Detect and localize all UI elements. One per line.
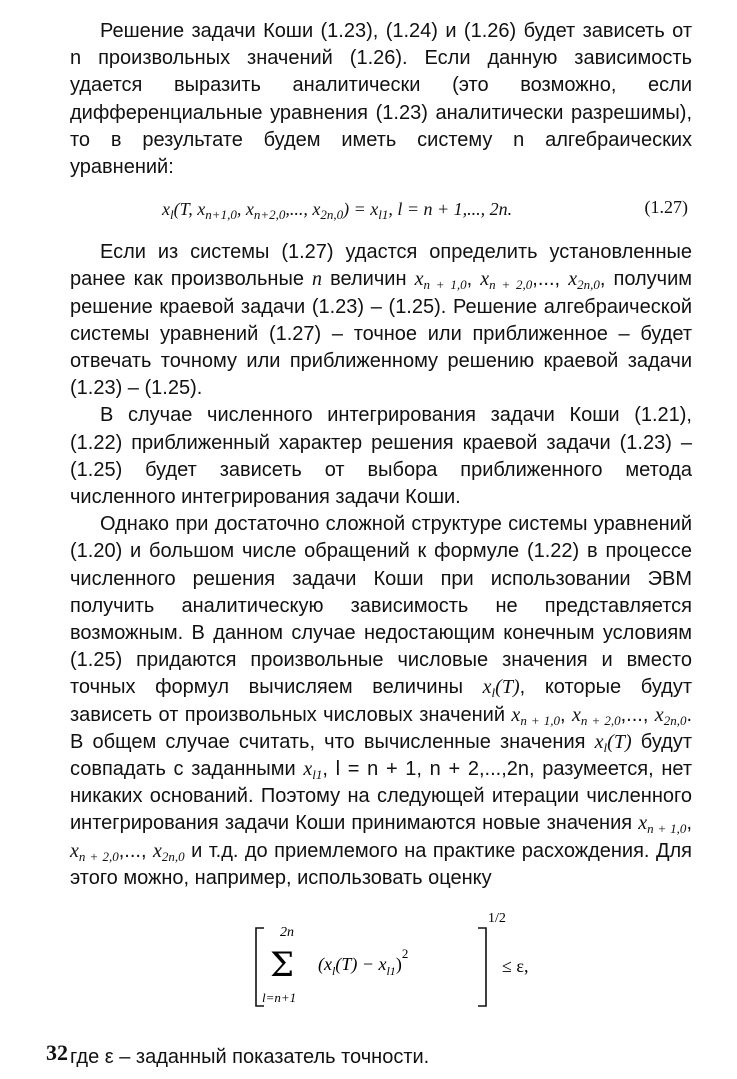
- norm-formula: [250, 906, 550, 1026]
- paragraph-4: Однако при достаточно сложной структуре системы уравнений (1.20) и большом числе обращений к формуле (1.22) в процессе численного решения задачи Коши при использовании ЭВМ получить аналитическую зависимость не представляется возможным. В данном случае недостающим конечным условиям (1.25) придаются произвольные числовые значения и вместо точных формул вычисляем величины $x_l(T)$, которые будут зависеть от произвольных числовых значений $x_{n + 1,0}$, $x_{n + 2,0}$,..., $x_{2n,0}$. В общем случае считать, что вычисленные значения $x_l(T)$ будут совпадать с заданными $x_{l1}$, l = n + 1, n + 2,...,2n, разумеется, нет никаких оснований. Поэтому на следующей итерации численного интегрирования задачи Коши принимаются новые значения $x_{n + 1,0}$, $x_{n + 2,0}$,..., $x_{2n,0}$ и т.д. до приемлемого на практике расхождения. Для этого можно, например, использовать оценку: [70, 513, 692, 889]
- sigma-symbol: Σ: [270, 945, 295, 986]
- sum-upper-limit: 2n: [280, 925, 294, 941]
- right-bracket: [478, 928, 486, 1006]
- page-number: 32: [46, 1040, 68, 1065]
- equation-1-27-body: $x_l(T$, $x_{n+1,0}$, $x_{n+2,0}$,..., $x_{2n,0}) = x_{l1}$, l = n + 1,..., 2n.: [162, 199, 513, 223]
- power-one-half: 1/2: [488, 911, 506, 927]
- equation-1-27: [70, 181, 692, 239]
- paragraph-5: где ε – заданный показатель точности.: [70, 1046, 430, 1069]
- paragraph-3: В случае численного интегрирования задачи Коши (1.21), (1.22) приближенный характер решения краевой задачи (1.23) – (1.25) будет зависеть от выбора приближенного метода численного интегрирования задачи Коши.: [70, 404, 692, 509]
- sum-term: $(x_l(T) - x_{l1})^2$: [318, 946, 409, 979]
- sum-lower-limit: l=n+1: [262, 990, 297, 1006]
- page-content: [70, 18, 692, 1071]
- equation-norm-estimate: [70, 892, 692, 1042]
- equation-number: (1.27): [644, 197, 688, 218]
- paragraph-2: Если из системы (1.27) удастся определить установленные ранее как произвольные n величин $x_{n + 1,0}$, $x_{n + 2,0}$,..., $x_{2n,0}$, получим решение краевой задачи (1.23) – (1.25). Решение алгебраической системы уравнений (1.27) – точное или приближенное – будет отвечать точному или приближенному решению краевой задачи (1.23) – (1.25).: [70, 241, 693, 400]
- paragraph-1: Решение задачи Коши (1.23), (1.24) и (1.26) будет зависеть от n произвольных значений (1.26). Если данную зависимость удается выразить аналитически (это возможно, если дифференциальные уравнения (1.23) аналитически разрешимы), то в результате будем иметь систему n алгебраических уравнений:: [70, 20, 692, 179]
- relation-le-epsilon: ≤ ε,: [502, 956, 529, 977]
